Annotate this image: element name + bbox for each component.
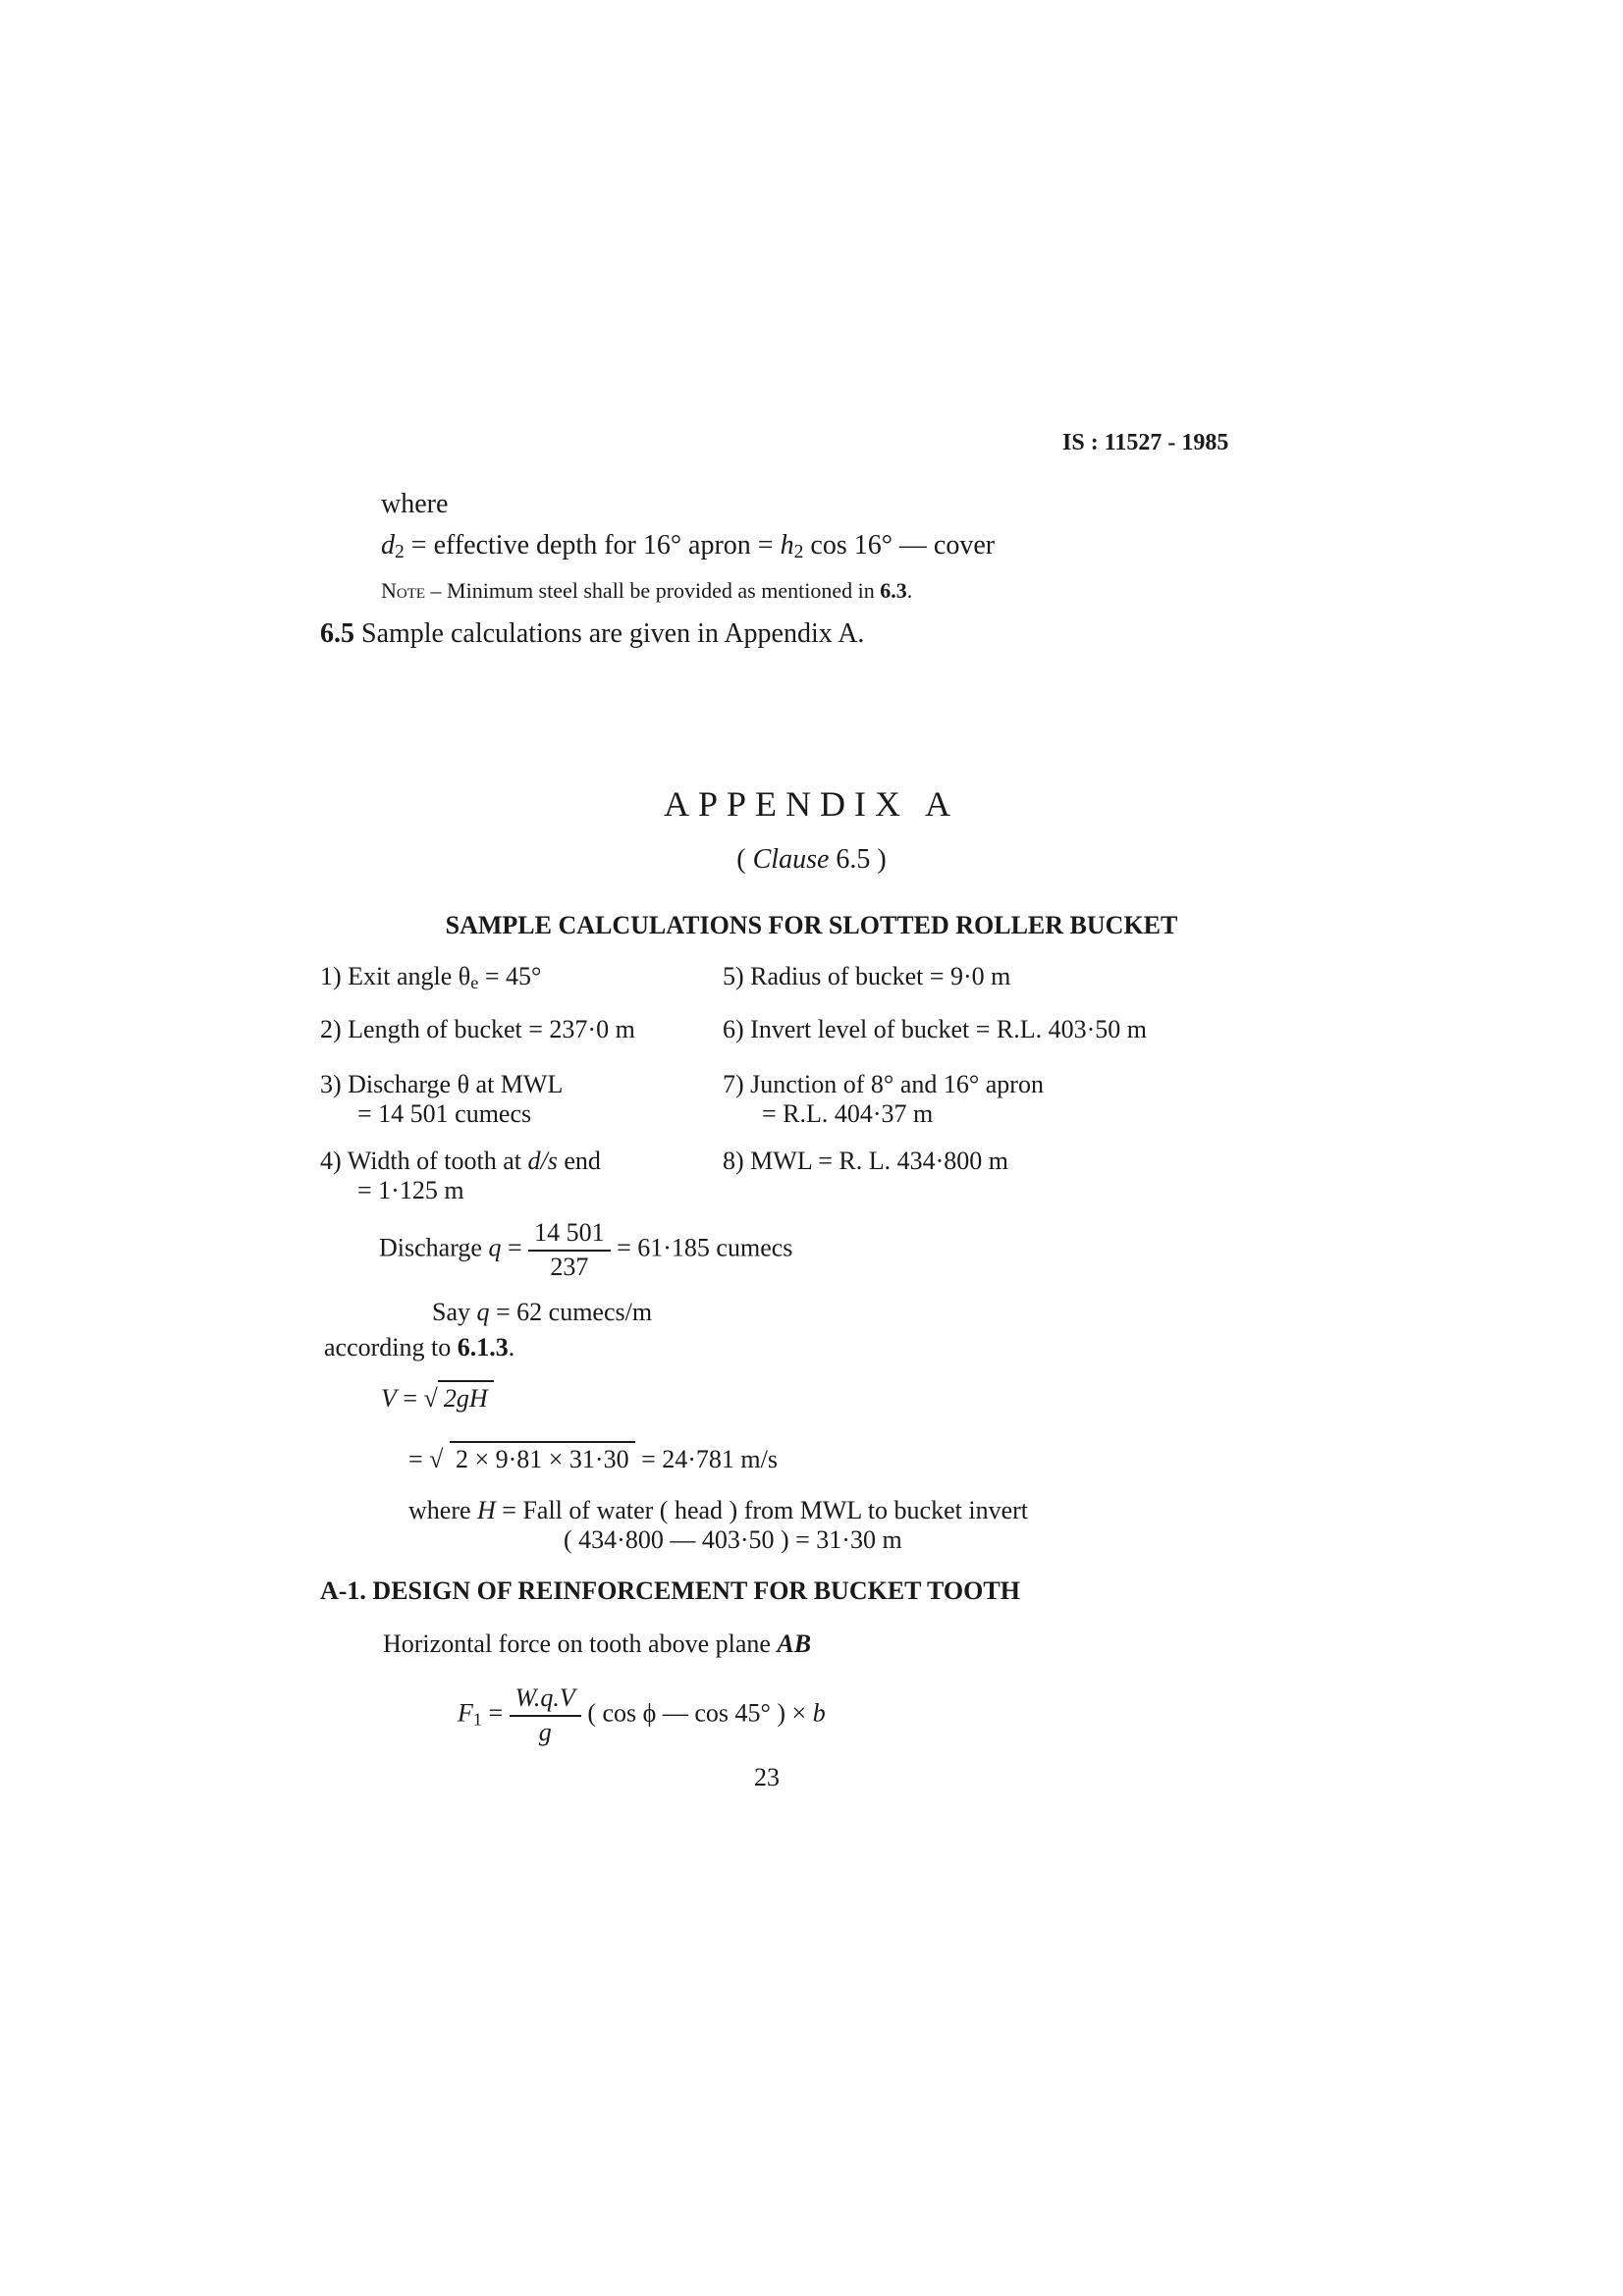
clause-number: 6.5 [320,618,354,649]
param-4-text: 4) Width of tooth at [320,1147,528,1175]
page-number: 23 [754,1763,780,1791]
according-ref: 6.1.3 [457,1333,509,1362]
discharge-fraction [528,1217,611,1283]
clause-ref: 6.5 ) [829,844,887,875]
discharge-equation [379,1217,792,1283]
param-7-line-2: = R.L. 404·37 m [762,1099,934,1128]
v-eq: = √ [396,1384,438,1413]
force-b: b [812,1698,826,1728]
param-3-line-1: 3) Discharge θ at MWL [320,1070,564,1098]
force-denominator: g [538,1717,552,1746]
force-numerator: W.q.V [510,1682,581,1717]
where-label: where [381,489,449,519]
f-eq: = [481,1698,510,1728]
param-5: 5) Radius of bucket = 9·0 m [723,962,1011,990]
section-a1-heading: A-1. DESIGN OF REINFORCEMENT FOR BUCKET TOOTH [320,1576,1020,1605]
h2-subscript: 2 [793,542,804,562]
where-h-line [408,1496,1028,1525]
param-4-line-2: = 1·125 m [357,1176,464,1204]
note [381,578,912,604]
d2-subscript: 2 [395,542,405,562]
fraction-numerator: 14 501 [528,1217,611,1252]
h-symbol: H [477,1496,496,1524]
appendix-title: APPENDIX A [663,784,960,824]
param-1-sub: e [470,973,479,992]
where-h-text: = Fall of water ( head ) from MWL to bucket invert [495,1496,1028,1524]
fraction-denominator: 237 [550,1252,589,1281]
v-root: 2gH [438,1380,494,1414]
where-h-label: where [408,1496,478,1524]
d2-text: = effective depth for 16° apron = [404,530,781,561]
param-1-text: 1) Exit angle θ [320,962,471,990]
discharge-eq: = [501,1233,529,1262]
where-h-line-2: ( 434·800 — 403·50 ) = 31·30 m [564,1525,902,1554]
v2-result: = 24·781 m/s [634,1445,778,1473]
note-end: . [906,578,913,603]
standard-number: IS : 11527 - 1985 [1062,430,1229,455]
discharge-result: = 61·185 cumecs [617,1233,793,1262]
intro-ab: AB [777,1629,812,1658]
say-q-symbol: q [476,1298,490,1326]
say-value: = 62 cumecs/m [489,1298,653,1326]
force-fraction [510,1682,581,1748]
f-subscript: 1 [472,1709,482,1730]
say-label: Say [432,1298,477,1326]
section-a1-intro [383,1629,811,1659]
param-3-line-2: = 14 501 cumecs [357,1099,532,1128]
discharge-label: Discharge [379,1233,489,1262]
param-1 [320,962,541,993]
param-2: 2) Length of bucket = 237·0 m [320,1015,635,1043]
d2-symbol: d [381,530,395,561]
force-tail: ( cos ϕ — cos 45° ) × [587,1698,813,1728]
h2-symbol: h [780,530,794,561]
q-symbol: q [488,1233,502,1262]
d2-definition [381,530,995,563]
clause-text: Sample calculations are given in Appendix A. [354,618,865,649]
according-line [324,1333,514,1362]
param-1-tail: = 45° [478,962,542,990]
f-symbol: F [458,1698,473,1728]
appendix-heading: SAMPLE CALCULATIONS FOR SLOTTED ROLLER BUCKET [445,911,1178,939]
d2-tail: cos 16° — cover [803,530,996,561]
v2-eq: = √ [408,1445,450,1473]
v2-root: 2 × 9·81 × 31·30 [450,1441,635,1474]
clause-open: ( [736,844,753,875]
clause-word: Clause [752,844,830,875]
according-end: . [508,1333,515,1362]
param-7-line-1: 7) Junction of 8° and 16° apron [723,1070,1044,1098]
velocity-formula [381,1380,494,1414]
note-text: – Minimum steel shall be provided as mentioned in [425,578,881,603]
param-8: 8) MWL = R. L. 434·800 m [723,1147,1009,1175]
v-symbol: V [381,1384,397,1413]
param-4-line-1 [320,1147,601,1176]
param-4-end: end [557,1147,601,1175]
param-6: 6) Invert level of bucket = R.L. 403·50 m [723,1015,1147,1043]
say-q-line [432,1298,652,1327]
appendix-clause [0,844,1623,876]
note-ref: 6.3 [880,578,907,603]
param-4-ds: d/s [527,1147,558,1175]
according-text: according to [324,1333,458,1362]
clause-6-5 [320,618,864,650]
intro-text: Horizontal force on tooth above plane [383,1629,778,1658]
velocity-value [408,1441,778,1474]
note-label: Note [381,578,426,603]
force-formula [458,1682,826,1748]
